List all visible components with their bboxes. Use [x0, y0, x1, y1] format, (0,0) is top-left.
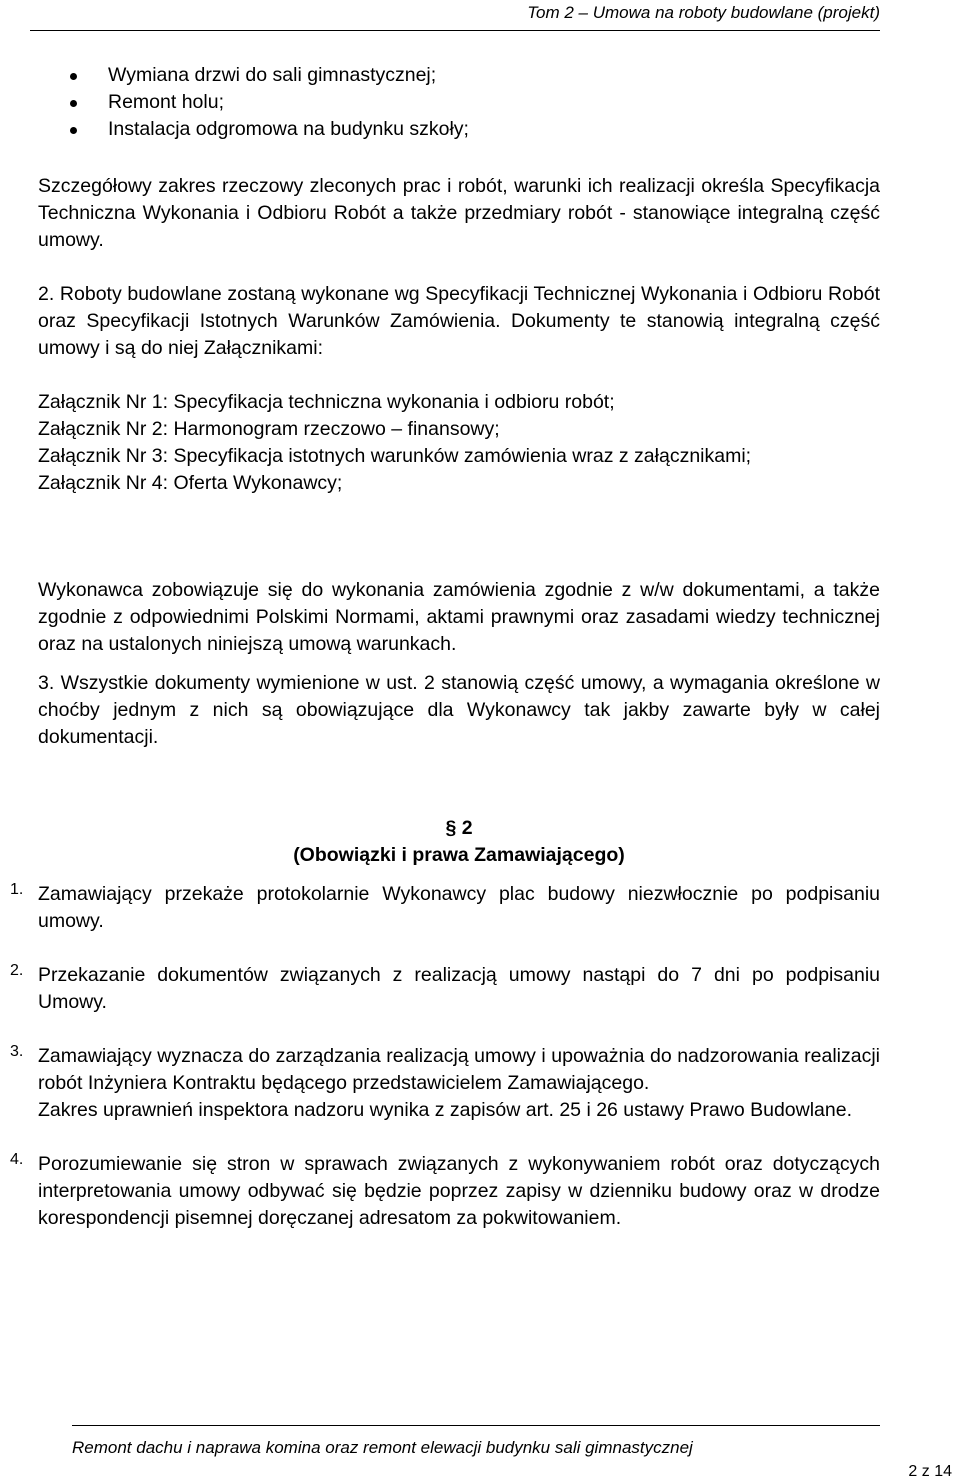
- item-number: 1.: [10, 881, 24, 898]
- item-text: Przekazanie dokumentów związanych z realizacją umowy nastąpi do 7 dni po podpisaniu Umowy.: [38, 964, 880, 1013]
- document-body: [10, 62, 880, 1232]
- item-number: 4.: [10, 1151, 24, 1168]
- item-text: Zamawiający wyznacza do zarządzania realizacją umowy i upoważnia do nadzorowania realizacji robót Inżyniera Kontraktu będącego przedstawicielem Zamawiającego.: [38, 1045, 880, 1094]
- item-text: Zamawiający przekaże protokolarnie Wykonawcy plac budowy niezwłocznie po podpisaniu umowy.: [38, 883, 880, 932]
- annex-item: Załącznik Nr 1: Specyfikacja techniczna wykonania i odbioru robót;: [38, 391, 615, 413]
- footer-divider: [72, 1425, 880, 1426]
- bullet-icon: [70, 73, 77, 80]
- annex-list: [38, 389, 880, 497]
- list-item: Wymiana drzwi do sali gimnastycznej;: [38, 62, 880, 89]
- point-text: Roboty budowlane zostaną wykonane wg Specyfikacji Technicznej Wykonania i Odbioru Robót oraz Specyfikacji Istotnych Warunków Zamówienia. Dokumenty te stanowią integralną część umowy i są do niej Załącznikami:: [38, 283, 880, 359]
- list-item: Instalacja odgromowa na budynku szkoły;: [38, 116, 880, 143]
- section-2-items: [10, 881, 880, 1232]
- section-symbol: § 2: [445, 817, 473, 839]
- scope-list: [38, 62, 880, 143]
- point-number: 3.: [38, 672, 55, 694]
- point-2: [38, 281, 880, 362]
- item-text: Porozumiewanie się stron w sprawach związanych z wykonywaniem robót oraz dotyczących interpretowania umowy odbywać się będzie poprzez zapisy w dzienniku budowy oraz w drodze korespondencji pisemnej doręczanej adresatom za pokwitowaniem.: [38, 1153, 880, 1229]
- page-number: 2 z 14: [908, 1463, 952, 1480]
- section-item: [10, 962, 880, 1016]
- contractor-paragraph: Wykonawca zobowiązuje się do wykonania zamówienia zgodnie z w/w dokumentami, a także zgodnie z odpowiednimi Polskimi Normami, aktami prawnymi oraz zasadami wiedzy technicznej oraz na ustalonych niniejszą umową warunkach.: [38, 579, 880, 655]
- section-heading: [38, 815, 880, 869]
- point-text: Wszystkie dokumenty wymienione w ust. 2 stanowią część umowy, a wymagania określone w choćby jednym z nich są obowiązujące dla Wykonawcy tak jakby zawarte były w całej dokumentacji.: [38, 672, 880, 748]
- annex-item: Załącznik Nr 2: Harmonogram rzeczowo – finansowy;: [38, 418, 500, 440]
- bullet-icon: [70, 100, 77, 107]
- item-number: 2.: [10, 962, 24, 979]
- intro-paragraph: Szczegółowy zakres rzeczowy zleconych prac i robót, warunki ich realizacji określa Specyfikacja Techniczna Wykonania i Odbioru Robót a także przedmiary robót - stanowiące integralną część umowy.: [38, 175, 880, 251]
- item-extra-text: Zakres uprawnień inspektora nadzoru wynika z zapisów art. 25 i 26 ustawy Prawo Budowlane.: [38, 1099, 853, 1121]
- section-item: [10, 881, 880, 935]
- annex-item: Załącznik Nr 3: Specyfikacja istotnych warunków zamówienia wraz z załącznikami;: [38, 445, 752, 467]
- bullet-icon: [70, 127, 77, 134]
- header-title: Tom 2 – Umowa na roboty budowlane (projekt): [527, 3, 880, 22]
- section-item: [10, 1043, 880, 1124]
- list-item: Remont holu;: [38, 89, 880, 116]
- section-item: [10, 1151, 880, 1232]
- item-number: 3.: [10, 1043, 24, 1060]
- footer-title: Remont dachu i naprawa komina oraz remont elewacji budynku sali gimnastycznej: [72, 1438, 693, 1457]
- section-title: (Obowiązki i prawa Zamawiającego): [293, 844, 625, 866]
- point-number: 2.: [38, 283, 55, 305]
- point-3: [38, 670, 880, 751]
- page-header: [30, 0, 880, 31]
- annex-item: Załącznik Nr 4: Oferta Wykonawcy;: [38, 472, 343, 494]
